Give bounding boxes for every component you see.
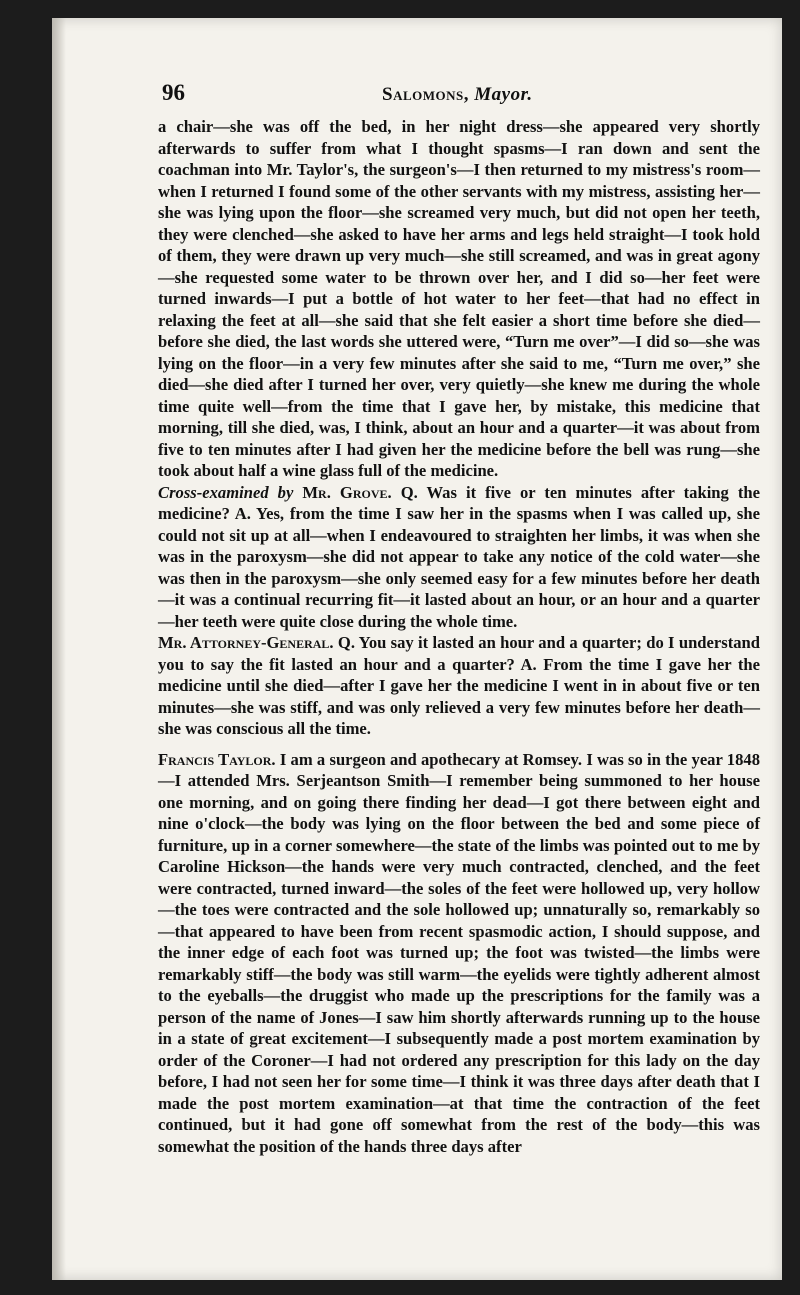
speaker-name: Francis Taylor. <box>158 749 276 769</box>
testimony-text: Q. Was it five or ten minutes after taking the medicine? A. Yes, from the time I saw her in the spasms when I was called up, she could not sit up at all—when I endeavoured to straighten her limbs, it was when she was in the paroxysm—she did not appear to take any notice of the cold water—she was then in the paroxysm—she only seemed easy for a few minutes before her death—it was a continual recurring fit—it lasted about an hour, or an hour and a quarter—her teeth were quite close during the whole time. <box>158 482 760 631</box>
speaker-name: Mr. Attorney-General. <box>158 633 334 652</box>
cross-examined-label: Cross-examined by <box>158 482 294 502</box>
testimony-paragraph-1: a chair—she was off the bed, in her night dress—she appeared very shortly afterwards to suffer from what I thought spasms—I ran down and sent the coachman into Mr. Taylor's, the surgeon's—I then returned to my mistress's room—when I returned I found some of the other servants with my mistress, assisting her—she was lying upon the floor—she screamed very much, but did not open her teeth, they were clenched—she asked to have her arms and legs held straight—I took hold of them, they were drawn up very much—she still screamed, and was in great agony—she requested some water to be thrown over her, and I did so—her feet were turned inwards—I put a bottle of hot water to her feet—that had no effect in relaxing the feet at all—she said that she felt easier a short time before she died—before she died, the last words she uttered were, “Turn me over”—I did so—she was lying on the floor—in a very few minutes after she said to me, “Turn me over,” she died—she died after I turned her over, very quietly—she knew me during the whole time quite well—from the time that I gave her, by mistake, this medicine that morning, till she died, was, I think, about an hour and a quarter—it was about from five to ten minutes after I had given her the medicine before the bell was rung—she took about half a wine glass full of the medicine. <box>158 117 760 480</box>
page-binding-shadow <box>52 18 66 1280</box>
speaker-name: Mr. Grove. <box>302 482 392 502</box>
testimony-paragraph-2 <box>158 482 760 633</box>
book-page <box>52 18 782 1280</box>
testimony-text: I am a surgeon and apothecary at Romsey. I was so in the year 1848—I attended Mrs. Serjeantson Smith—I remember being summoned to her house one morning, and on going there finding her dead—I got there between eight and nine o'clock—the body was lying on the floor between the bed and some piece of furniture, up in a corner somewhere—the state of the limbs was pointed out to me by Caroline Hickson—the hands were very much contracted, clenched, and the feet were contracted, turned inward—the soles of the feet were hollowed up, very hollow—the toes were contracted and the sole hollowed up; unnaturally so, remarkably so—that appeared to have been from recent spasmodic action, I should suppose, and the inner edge of each foot was turned up; the foot was twisted—the limbs were remarkably stiff—the body was still warm—the eyelids were tightly adherent almost to the eyeballs—the druggist who made up the prescriptions for the family was a person of the name of Jones—I saw him shortly afterwards running up to the house in a state of great excitement—I subsequently made a post mortem examination by order of the Coroner—I had not ordered any prescription for this lady on the day before, I had not seen her for some time—I think it was three days after death that I made the post mortem examination—at that time the contraction of the feet continued, but it had gone off somewhat from the rest of the body—this was somewhat the position of the hands three days after <box>158 749 760 1156</box>
testimony-paragraph-4 <box>158 749 760 1158</box>
page-number: 96 <box>162 80 185 105</box>
testimony-paragraph-3 <box>158 632 760 740</box>
testimony-text: Q. You say it lasted an hour and a quarter; do I understand you to say the fit lasted an hour and a quarter? A. From the time I gave her the medicine until she died—after I gave her the medicine I went in in about five or ten minutes—she was stiff, and was only relieved a very few minutes before her death—she was conscious all the time. <box>158 633 760 738</box>
running-head-role: Mayor. <box>474 84 533 105</box>
page-header <box>162 80 762 110</box>
page-body <box>158 116 760 1157</box>
running-head <box>382 84 533 106</box>
running-head-name: Salomons, <box>382 84 469 105</box>
